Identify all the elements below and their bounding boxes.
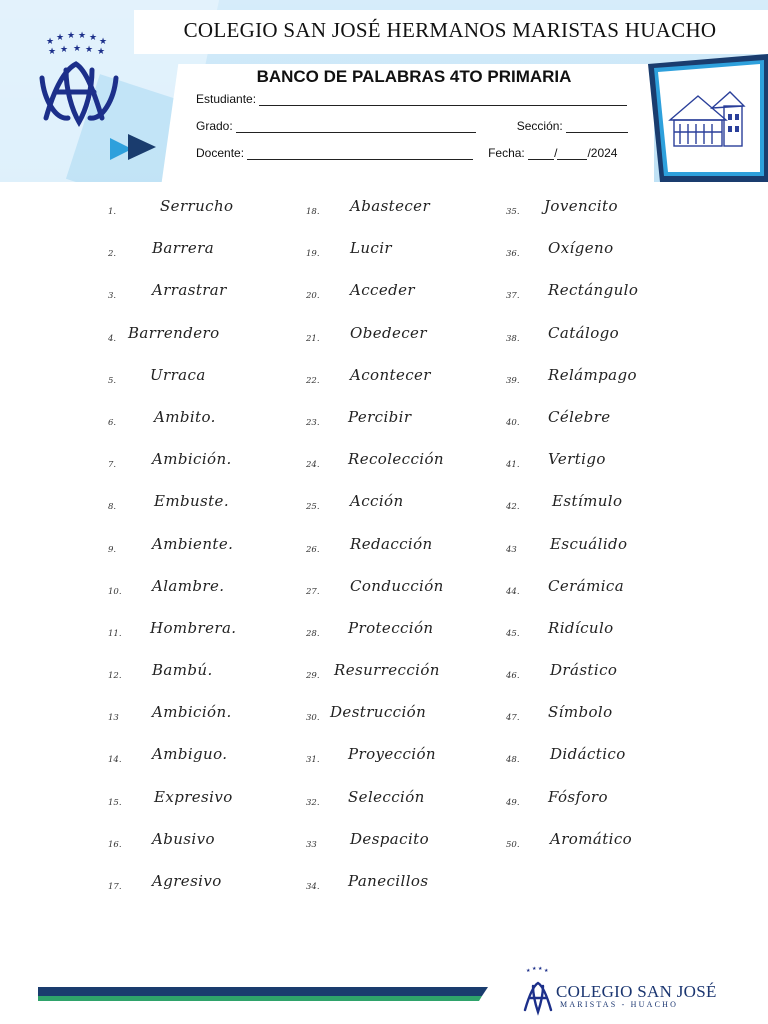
word-number: 40. bbox=[506, 417, 520, 428]
word-number: 44. bbox=[506, 586, 520, 597]
word-number: 2. bbox=[108, 249, 117, 260]
word-text: Estímulo bbox=[552, 492, 623, 511]
word-number: 31. bbox=[306, 755, 320, 766]
word-text: Bambú. bbox=[152, 661, 213, 680]
word-number: 38. bbox=[506, 333, 520, 344]
word-text: Vertigo bbox=[548, 450, 606, 469]
word-number: 8. bbox=[108, 502, 117, 513]
student-row bbox=[196, 92, 627, 106]
word-text: Urraca bbox=[150, 365, 206, 384]
word-number: 9. bbox=[108, 544, 117, 555]
date-month-field[interactable] bbox=[557, 147, 587, 160]
word-number: 39. bbox=[506, 375, 520, 386]
word-text: Símbolo bbox=[548, 703, 613, 722]
word-text: Fósforo bbox=[548, 787, 608, 806]
word-text: Resurrección bbox=[334, 661, 440, 680]
word-number: 18. bbox=[306, 207, 320, 217]
word-text: Catálogo bbox=[548, 323, 620, 342]
word-number: 42. bbox=[506, 502, 520, 513]
word-text: Acción bbox=[350, 492, 404, 511]
word-text: Rectángulo bbox=[548, 281, 639, 300]
svg-text:★: ★ bbox=[48, 47, 57, 57]
teacher-field[interactable] bbox=[247, 147, 473, 160]
svg-text:★: ★ bbox=[46, 37, 55, 47]
grade-label: Grado: bbox=[196, 119, 233, 133]
word-number: 19. bbox=[306, 249, 320, 260]
word-number: 22. bbox=[306, 375, 320, 386]
word-number: 45. bbox=[506, 628, 520, 639]
word-text: Acceder bbox=[350, 281, 415, 300]
word-text: Célebre bbox=[548, 407, 611, 426]
grade-field[interactable] bbox=[236, 120, 476, 133]
date-day-field[interactable] bbox=[528, 147, 554, 160]
footer-stripe bbox=[38, 987, 488, 1001]
svg-text:★: ★ bbox=[526, 968, 531, 974]
svg-text:★: ★ bbox=[78, 31, 87, 41]
word-number: 3. bbox=[108, 291, 117, 302]
word-number: 43 bbox=[506, 544, 517, 555]
word-number: 1. bbox=[108, 207, 117, 217]
word-number: 17. bbox=[108, 882, 122, 892]
play-triangle-icon bbox=[128, 134, 156, 160]
word-number: 6. bbox=[108, 417, 117, 428]
word-number: 50. bbox=[506, 839, 520, 850]
header-banner bbox=[0, 0, 768, 182]
svg-text:★: ★ bbox=[538, 966, 543, 972]
word-text: Recolección bbox=[348, 450, 444, 469]
footer-logo-subtitle: MARISTAS - HUACHO bbox=[560, 1000, 679, 1009]
svg-text:★: ★ bbox=[89, 33, 98, 43]
word-text: Expresivo bbox=[154, 787, 233, 806]
word-number: 37. bbox=[506, 291, 520, 302]
word-number: 16. bbox=[108, 839, 122, 850]
footer-school-logo bbox=[520, 966, 740, 1016]
svg-text:★: ★ bbox=[97, 47, 106, 57]
word-number: 5. bbox=[108, 375, 117, 386]
word-text: Drástico bbox=[550, 661, 618, 680]
word-number: 49. bbox=[506, 797, 520, 808]
word-text: Abastecer bbox=[350, 197, 431, 215]
word-number: 34. bbox=[306, 882, 320, 892]
svg-text:★: ★ bbox=[544, 968, 549, 974]
word-number: 30. bbox=[306, 713, 320, 724]
word-text: Oxígeno bbox=[548, 239, 614, 258]
word-number: 46. bbox=[506, 671, 520, 682]
word-text: Lucir bbox=[350, 239, 392, 258]
word-text: Jovencito bbox=[544, 197, 618, 215]
teacher-label: Docente: bbox=[196, 146, 245, 160]
word-text: Aromático bbox=[550, 829, 633, 848]
word-number: 24. bbox=[306, 460, 320, 471]
svg-text:★: ★ bbox=[60, 45, 69, 55]
word-number: 26. bbox=[306, 544, 320, 555]
word-number: 41. bbox=[506, 460, 520, 471]
word-number: 10. bbox=[108, 586, 122, 597]
svg-text:★: ★ bbox=[532, 966, 537, 972]
word-text: Relámpago bbox=[548, 365, 637, 384]
word-number: 36. bbox=[506, 249, 520, 260]
svg-text:★: ★ bbox=[56, 33, 65, 43]
date-label: Fecha: bbox=[488, 146, 525, 160]
word-number: 27. bbox=[306, 586, 320, 597]
word-text: Barrendero bbox=[128, 323, 220, 342]
word-text: Protección bbox=[348, 618, 434, 637]
section-label: Sección: bbox=[516, 119, 563, 133]
word-text: Obedecer bbox=[350, 323, 427, 342]
word-text: Percibir bbox=[348, 407, 412, 426]
word-text: Cerámica bbox=[548, 576, 625, 595]
word-number: 15. bbox=[108, 797, 122, 808]
word-text: Abusivo bbox=[152, 829, 215, 848]
word-text: Despacito bbox=[350, 829, 430, 848]
word-text: Destrucción bbox=[330, 703, 427, 722]
word-number: 25. bbox=[306, 502, 320, 513]
word-text: Didáctico bbox=[550, 745, 626, 764]
word-number: 7. bbox=[108, 460, 117, 471]
marist-monogram-logo bbox=[520, 966, 556, 1016]
teacher-row: Docente: Fecha: / /2024 bbox=[196, 146, 618, 160]
word-number: 21. bbox=[306, 333, 320, 344]
word-number: 33 bbox=[306, 839, 317, 850]
word-text: Barrera bbox=[152, 239, 215, 258]
word-text: Hombrera. bbox=[150, 618, 237, 637]
word-text: Redacción bbox=[350, 534, 433, 553]
word-text: Panecillos bbox=[348, 872, 429, 890]
word-number: 47. bbox=[506, 713, 520, 724]
svg-text:★: ★ bbox=[73, 44, 82, 54]
word-number: 35. bbox=[506, 207, 520, 217]
word-text: Ambito. bbox=[154, 407, 216, 426]
word-number: 13 bbox=[108, 713, 119, 724]
school-name: COLEGIO SAN JOSÉ HERMANOS MARISTAS HUACHO bbox=[183, 18, 717, 42]
svg-text:★: ★ bbox=[85, 45, 94, 55]
word-number: 11. bbox=[108, 628, 122, 639]
word-number: 20. bbox=[306, 291, 320, 302]
svg-text:★: ★ bbox=[67, 31, 76, 41]
word-text: Ambición. bbox=[152, 703, 232, 722]
word-text: Ridículo bbox=[548, 618, 614, 637]
word-number: 32. bbox=[306, 797, 320, 808]
word-text: Conducción bbox=[350, 576, 444, 595]
word-text: Ambición. bbox=[152, 450, 232, 469]
word-number: 14. bbox=[108, 755, 122, 766]
word-text: Alambre. bbox=[152, 576, 225, 595]
grade-row bbox=[196, 119, 628, 133]
word-text: Proyección bbox=[348, 745, 436, 764]
date-year: /2024 bbox=[587, 146, 618, 160]
word-text: Arrastrar bbox=[152, 281, 227, 300]
word-text: Escuálido bbox=[550, 534, 628, 553]
word-number: 23. bbox=[306, 417, 320, 428]
svg-text:★: ★ bbox=[99, 37, 108, 47]
section-field[interactable] bbox=[566, 120, 628, 133]
word-text: Selección bbox=[348, 787, 425, 806]
word-number: 4. bbox=[108, 333, 117, 344]
word-number: 48. bbox=[506, 755, 520, 766]
worksheet-title: BANCO DE PALABRAS 4TO PRIMARIA bbox=[256, 67, 572, 86]
marist-monogram-logo bbox=[36, 30, 122, 130]
student-label: Estudiante: bbox=[196, 92, 257, 106]
word-text: Ambiguo. bbox=[152, 745, 228, 764]
word-number: 28. bbox=[306, 628, 320, 639]
word-text: Agresivo bbox=[152, 872, 222, 890]
school-building-icon bbox=[640, 54, 768, 182]
student-name-field[interactable] bbox=[259, 93, 627, 106]
word-number: 12. bbox=[108, 671, 122, 682]
word-text: Ambiente. bbox=[152, 534, 234, 553]
word-text: Embuste. bbox=[154, 492, 230, 511]
word-text: Serrucho bbox=[160, 197, 234, 215]
word-number: 29. bbox=[306, 671, 320, 682]
footer-logo-name: COLEGIO SAN JOSÉ bbox=[556, 982, 717, 1001]
word-text: Acontecer bbox=[350, 365, 431, 384]
